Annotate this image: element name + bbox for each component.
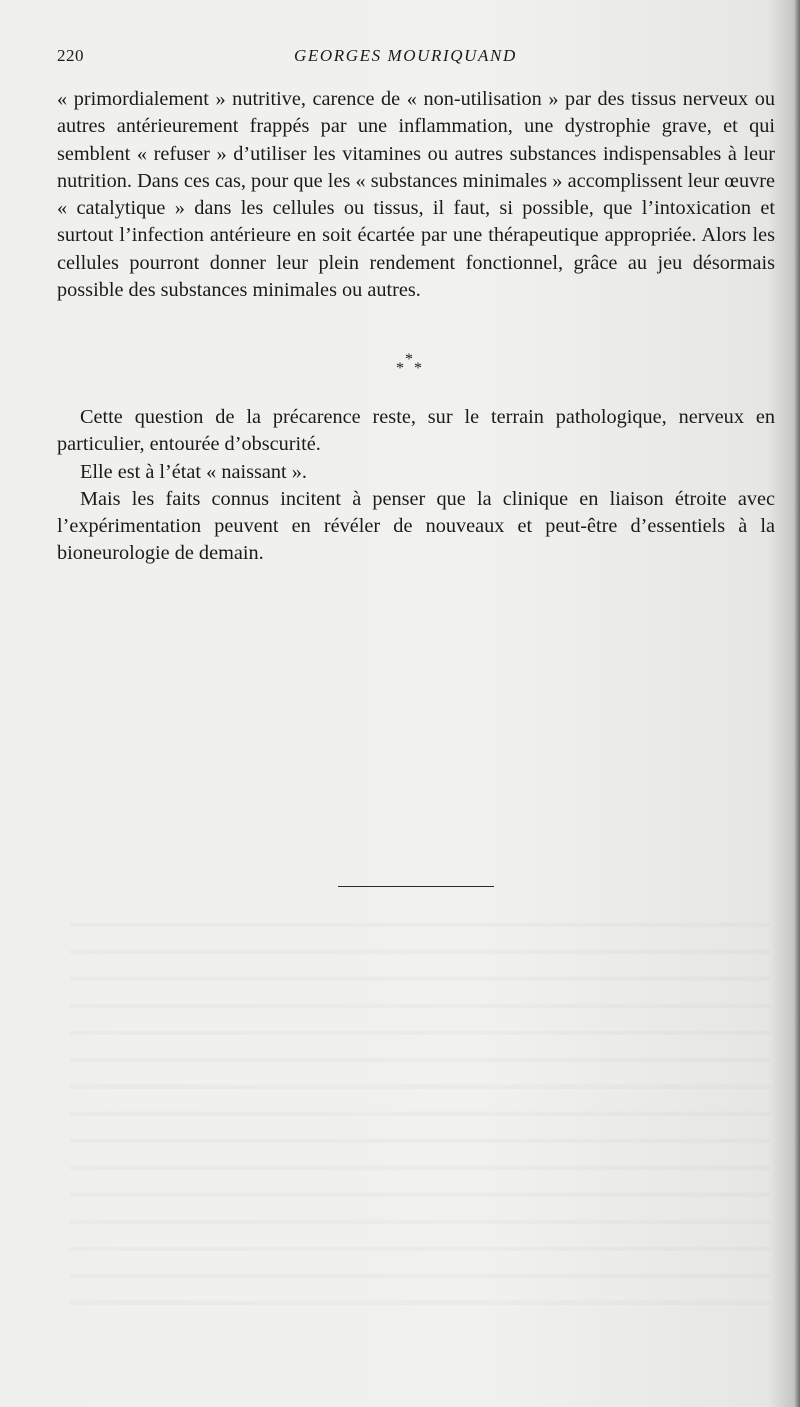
page-number: 220 <box>57 46 84 65</box>
page-header <box>57 46 757 72</box>
bleed-through-shadow <box>70 900 770 1320</box>
paragraph: « primordialement » nutritive, carence de « non-utilisation » par des tissus nerveux ou autres antérieurement frappés par une inflammation, une dystrophie grave, et qui semblent « refuser » d’utiliser les vitamines ou autres substances indispensables à leur nutrition. Dans ces cas, pour que les « substances minimales » accomplissent leur œuvre « catalytique » dans les cellules ou tissus, il faut, si possible, que l’intoxication et surtout l’infection antérieure en soit écartée par une thérapeutique appropriée. Alors les cellules pourront donner leur plein rendement fonctionnel, grâce au jeu désormais possible des substances minimales ou autres. <box>57 88 775 302</box>
paragraph: Mais les faits connus incitent à penser que la clinique en liaison étroite avec l’expérimentation peuvent en révéler de nouveaux et peut-être d’essentiels à la bioneurologie de demain. <box>57 487 775 565</box>
paragraph: Elle est à l’état « naissant ». <box>80 460 307 483</box>
end-rule <box>338 886 494 887</box>
text-block-top <box>57 86 775 304</box>
page-edge-shadow <box>794 0 800 1407</box>
asterism-star: * <box>396 360 404 377</box>
paragraph: Cette question de la précarence reste, sur le terrain pathologique, nerveux en particulier, entourée d’obscurité. <box>57 406 775 456</box>
asterism-star: * <box>414 360 422 377</box>
asterism-separator <box>396 352 426 382</box>
running-head: GEORGES MOURIQUAND <box>294 46 517 65</box>
text-block-bottom <box>57 404 775 568</box>
asterism-star: * <box>405 351 413 368</box>
